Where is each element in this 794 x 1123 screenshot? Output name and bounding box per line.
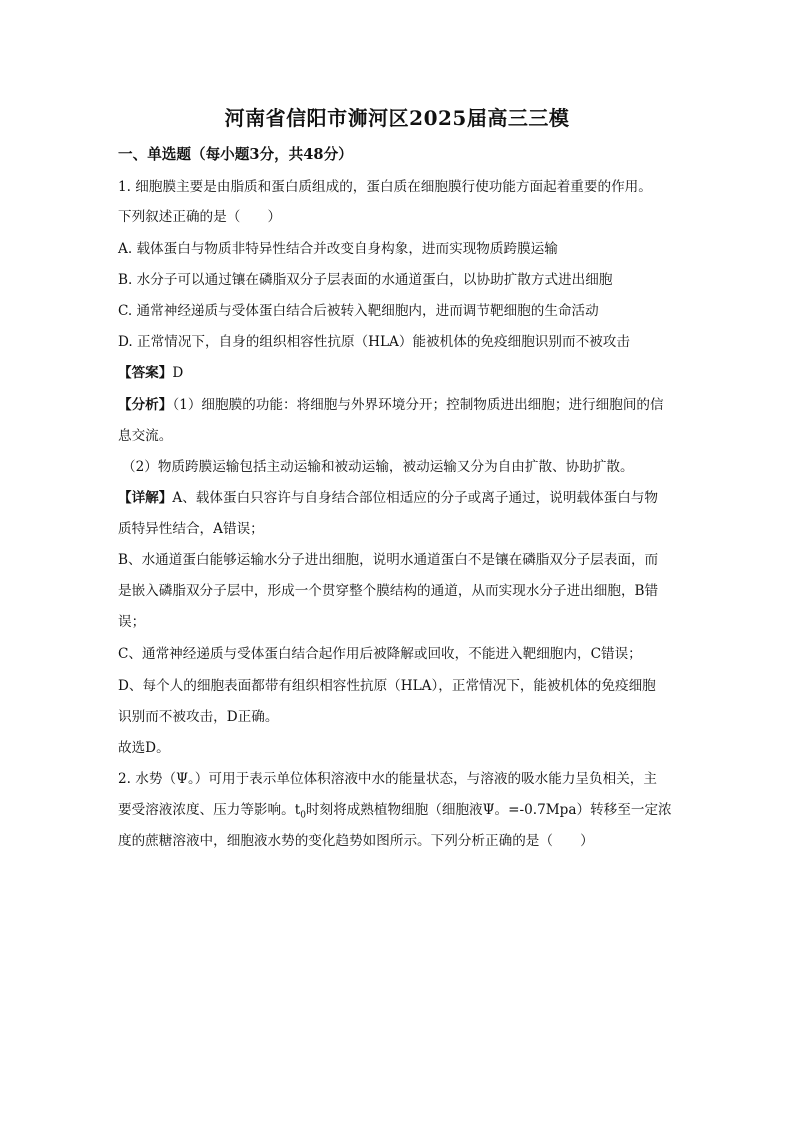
q1-detail-d-line-1: D、每个人的细胞表面都带有组织相容性抗原（HLA），正常情况下，能被机体的免疫细胞 — [118, 678, 656, 694]
q1-analysis-line-3: （2）物质跨膜运输包括主动运输和被动运输，被动运输又分为自由扩散、协助扩散。 — [122, 459, 634, 475]
q1-stem-line-1: 1. 细胞膜主要是由脂质和蛋白质组成的，蛋白质在细胞膜行使功能方面起着重要的作用。 — [118, 179, 652, 195]
q1-detail-b-line-1: B、水通道蛋白能够运输水分子进出细胞，说明水通道蛋白不是镶在磷脂双分子层表面，而 — [118, 552, 659, 568]
q1-analysis-line-1 — [118, 396, 678, 414]
q1-detail-line-2: 质特异性结合，A错误； — [118, 521, 264, 537]
q1-detail-d-line-2: 识别而不被攻击，D正确。 — [118, 709, 279, 725]
q2-line-2-sub: 0 — [300, 810, 306, 821]
q2-line-2 — [118, 801, 678, 825]
answer-tag: 【答案】 — [118, 365, 173, 381]
q1-answer — [118, 364, 678, 382]
q1-option-c: C. 通常神经递质与受体蛋白结合后被转入靶细胞内，进而调节靶细胞的生命活动 — [118, 303, 599, 319]
analysis-tag: 【分析】 — [118, 397, 173, 413]
q2-line-2-pre: 要受溶液浓度、压力等影响。t — [118, 802, 301, 818]
q1-analysis-line-2: 息交流。 — [118, 428, 173, 444]
q1-stem-line-2: 下列叙述正确的是（ ） — [118, 209, 282, 225]
detail-text-1: A、载体蛋白只容许与自身结合部位相适应的分子或离子通过，说明载体蛋白与物 — [172, 490, 658, 506]
analysis-text-1: （1）细胞膜的功能：将细胞与外界环境分开；控制物质进出细胞；进行细胞间的信 — [172, 397, 664, 413]
section-heading: 一、单选题（每小题3分，共48分） — [118, 146, 353, 163]
q1-conclusion: 故选D。 — [118, 740, 170, 756]
q2-line-1: 2. 水势（Ψ。）可用于表示单位体积溶液中水的能量状态，与溶液的吸水能力呈负相关，主 — [118, 771, 657, 787]
q1-detail-b-line-3: 误； — [118, 614, 146, 630]
q1-option-d: D. 正常情况下，自身的组织相容性抗原（HLA）能被机体的免疫细胞识别而不被攻击 — [118, 334, 630, 350]
q1-detail-c: C、通常神经递质与受体蛋白结合起作用后被降解或回收，不能进入靶细胞内，C错误； — [118, 646, 642, 662]
q1-detail-b-line-2: 是嵌入磷脂双分子层中，形成一个贯穿整个膜结构的通道，从而实现水分子进出细胞，B错 — [118, 583, 659, 599]
detail-tag: 【详解】 — [118, 490, 173, 506]
q1-option-b: B. 水分子可以通过镶在磷脂双分子层表面的水通道蛋白，以协助扩散方式进出细胞 — [118, 272, 613, 288]
q2-line-2-post: 时刻将成熟植物细胞（细胞液Ψ。=-0.7Mpa）转移至一定浓 — [305, 802, 672, 818]
page-title: 河南省信阳市浉河区2025届高三三模 — [224, 106, 570, 130]
q2-line-3: 度的蔗糖溶液中，细胞液水势的变化趋势如图所示。下列分析正确的是（ ） — [118, 833, 594, 849]
answer-value: D — [172, 365, 184, 381]
q1-detail-line-1 — [118, 489, 678, 507]
q1-option-a: A. 载体蛋白与物质非特异性结合并改变自身构象，进而实现物质跨膜运输 — [118, 241, 558, 257]
